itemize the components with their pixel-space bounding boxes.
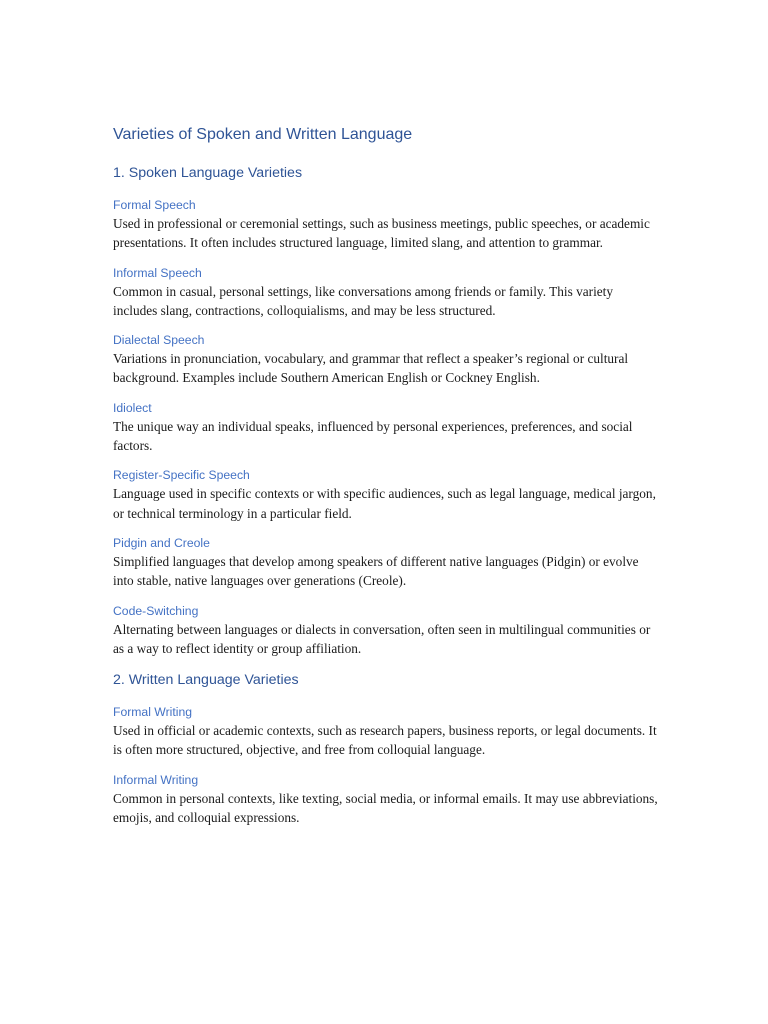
entry-pidgin-and-creole [113,535,658,591]
entry-title: Idiolect [113,400,152,415]
entry-body: Language used in specific contexts or with specific audiences, such as legal language, medical jargon, or technical terminology in a particular field. [113,486,656,521]
entry-title: Formal Writing [113,705,193,720]
document-title: Varieties of Spoken and Written Language [113,126,413,143]
entry-idiolect [113,400,658,456]
section-spoken-language [113,163,658,658]
entry-body: The unique way an individual speaks, influenced by personal experiences, preferences, and social factors. [113,418,633,454]
entry-body: Alternating between languages or dialects in conversation, often seen in multilingual communities or as a way to reflect identity or group affiliation. [113,621,651,656]
entry-body: Common in personal contexts, like texting, social media, or informal emails. It may use abbreviations, emojis, and colloquial expressions. [113,790,658,826]
entry-body: Used in professional or ceremonial settings, such as business meetings, public speeches, or academic presentations. It often includes structured language, limited slang, and attention to grammar. [113,216,650,251]
entry-formal-writing [113,704,658,760]
entry-title: Code-Switching [113,603,199,618]
section-written-language [113,670,658,827]
document-page [113,124,658,839]
entry-informal-writing [113,772,658,828]
entry-register-specific-speech [113,467,658,523]
entry-formal-speech [113,197,658,253]
entry-dialectal-speech [113,332,658,388]
entry-title: Pidgin and Creole [113,535,210,550]
entry-body: Used in official or academic contexts, such as research papers, business reports, or legal documents. It is often more structured, objective, and free from colloquial language. [113,723,657,758]
entry-body: Variations in pronunciation, vocabulary, and grammar that reflect a speaker’s regional or cultural background. Examples include Southern American English or Cockney English. [113,351,629,386]
entry-body: Simplified languages that develop among speakers of different native languages (Pidgin) or evolve into stable, native languages over generations (Creole). [113,553,639,589]
entry-title: Informal Writing [113,772,199,787]
section-heading: 1. Spoken Language Varieties [113,165,303,181]
entry-code-switching [113,603,658,659]
entry-title: Dialectal Speech [113,333,205,348]
entry-title: Informal Speech [113,265,202,280]
section-heading: 2. Written Language Varieties [113,672,299,689]
entry-title: Formal Speech [113,198,196,212]
entry-title: Register-Specific Speech [113,468,250,483]
entry-body: Common in casual, personal settings, like conversations among friends or family. This variety includes slang, contractions, colloquialisms, and may be less structured. [113,283,614,318]
entry-informal-speech [113,265,658,321]
